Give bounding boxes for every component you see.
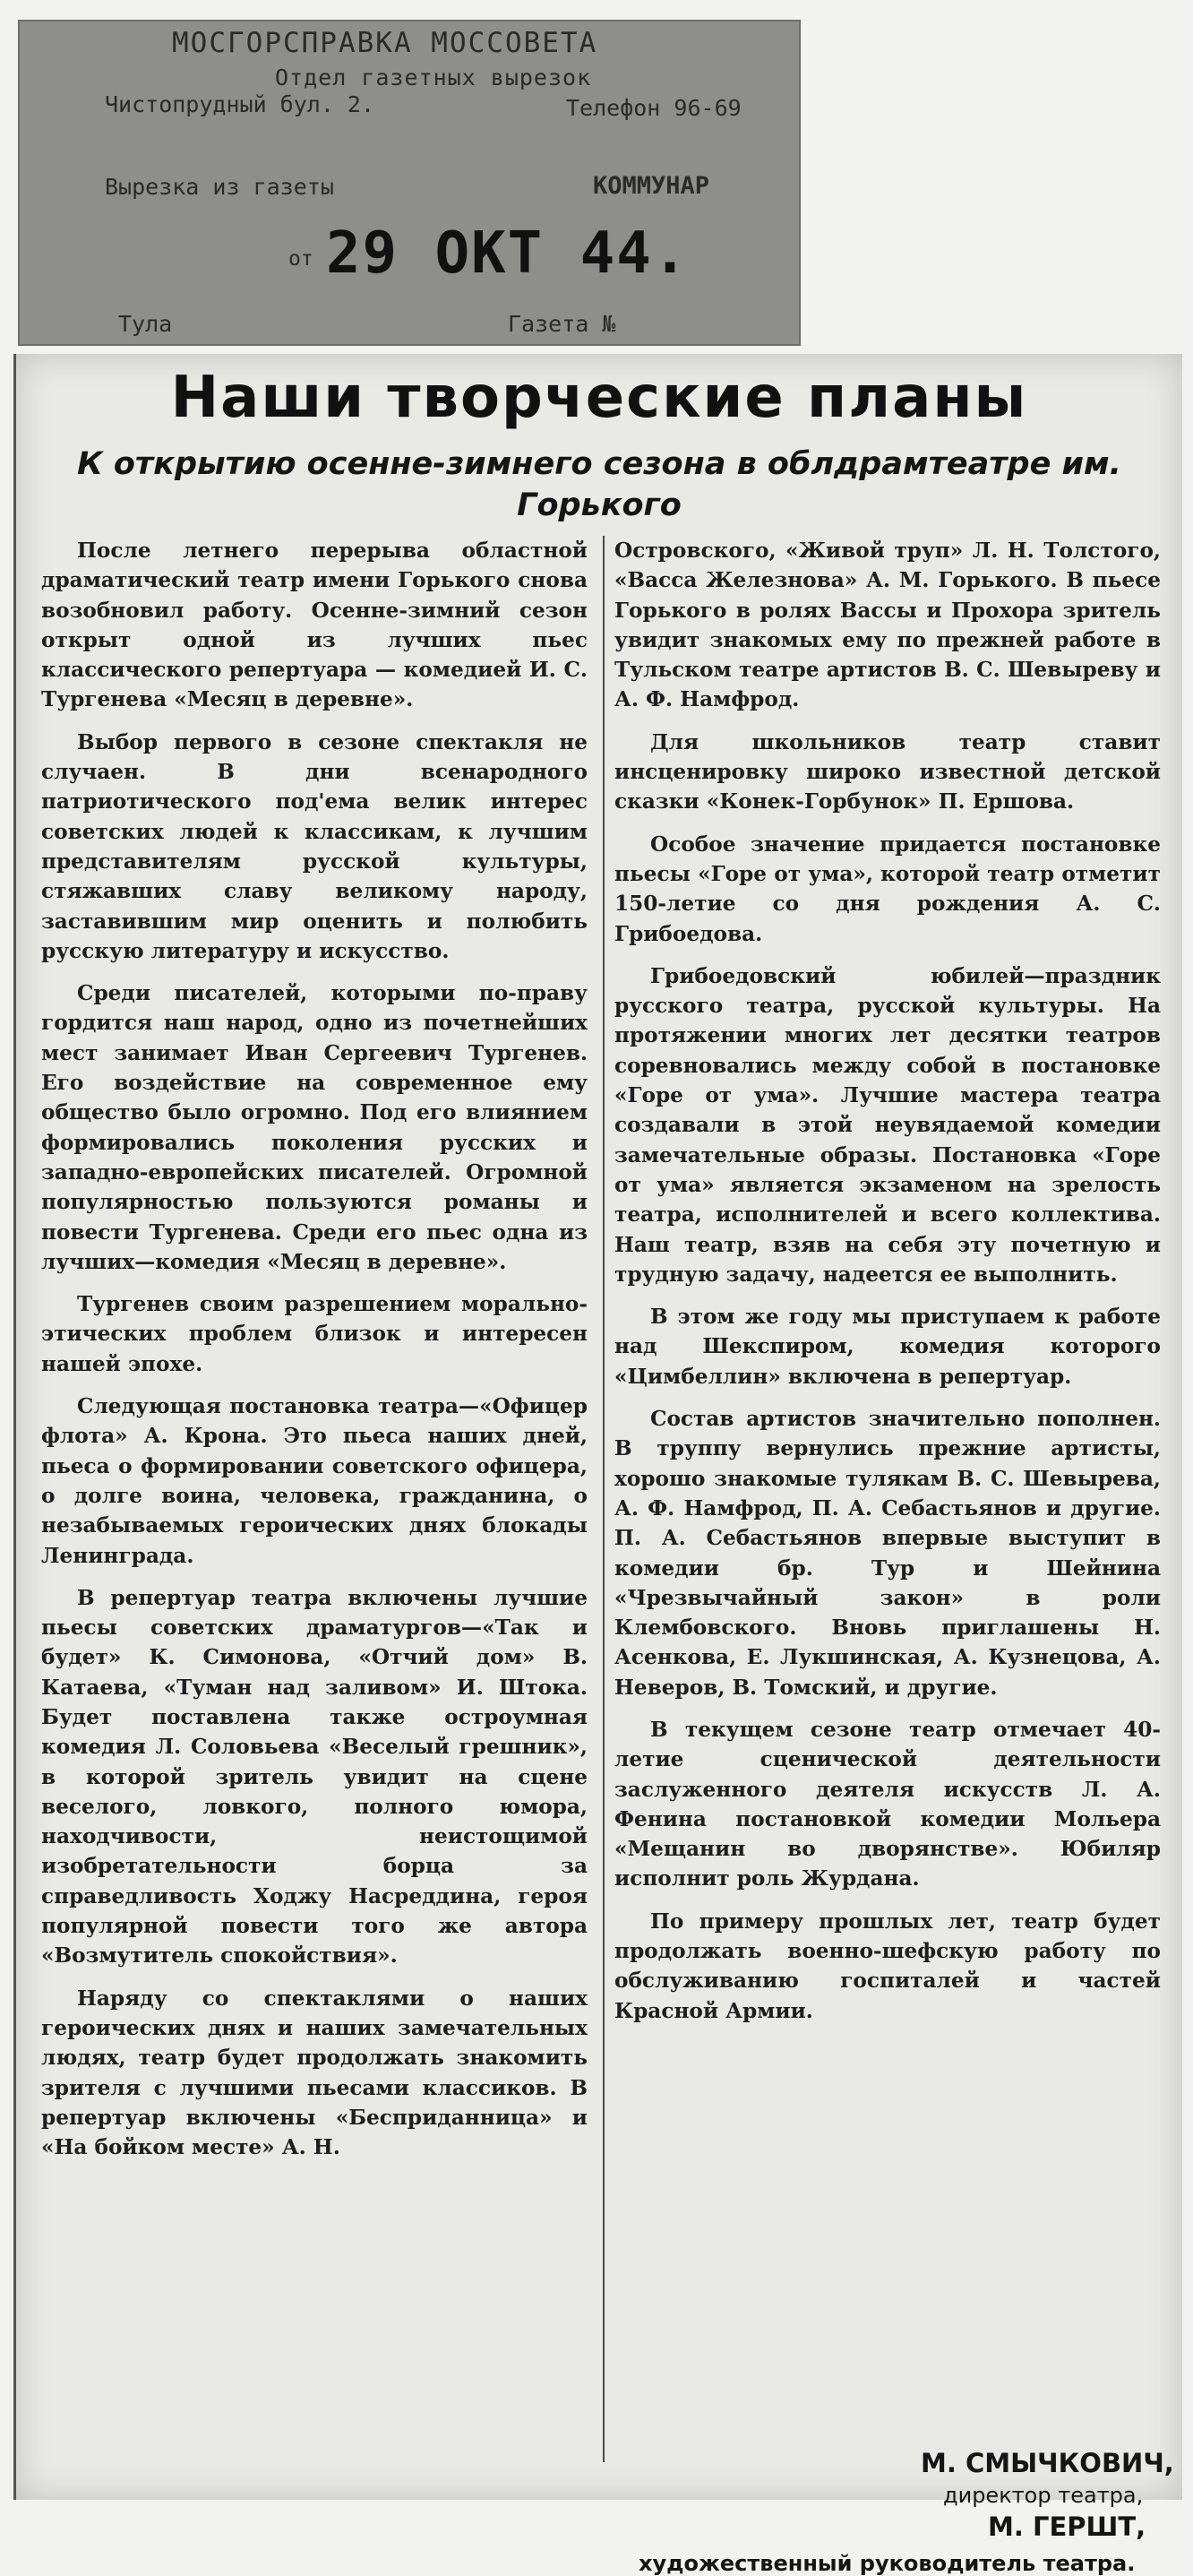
paragraph: По примеру прошлых лет, театр будет продолжать военно-шефскую работу по обслуживанию госпиталей и частей Красной Армии.	[614, 1908, 1161, 2023]
signature-art-director-name: М. ГЕРШТ,	[988, 2511, 1146, 2542]
paragraph: Грибоедовский юбилей—праздник русского театра, русской культуры. На протяжении многих лет десятки театров соревновались между собой в постановке «Горе от ума». Лучшие мастера театра создавали в этой неувядаемой комедии замечательные образы. Постановка «Горе от ума» является экзаменом на зрелость театра, исполнителей и всего коллектива. Наш театр, взяв на себя эту почетную и трудную задачу, надеется ее выполнить.	[614, 963, 1161, 1287]
signature-director-name: М. СМЫЧКОВИЧ,	[921, 2448, 1174, 2478]
paragraph: Особое значение придается постановке пьесы «Горе от ума», которой театр отметит 150-летие со дня рождения А. С. Грибоедова.	[614, 831, 1161, 946]
article-subheadline: К открытию осенне-зимнего сезона в облдрамтеатре им. Горького	[77, 446, 1121, 523]
paragraph: Для школьников театр ставит инсценировку широко известной детской сказки «Конек-Горбунок» П. Ершова.	[614, 729, 1161, 814]
archive-stamp	[18, 20, 801, 346]
stamp-date: 29 ОКТ 44.	[326, 220, 690, 287]
stamp-organization: МОСГОРСПРАВКА МОССОВЕТА	[172, 27, 598, 59]
stamp-address: Чистопрудный бул. 2.	[105, 91, 375, 117]
stamp-clipping-from: Вырезка из газеты	[105, 174, 334, 200]
article-headline: Наши творческие планы	[170, 365, 1028, 431]
paragraph: Следующая постановка театра—«Офицер флота» А. Крона. Это пьеса наших дней, пьеса о формировании советского офицера, о долге воина, человека, гражданина, о незабываемых героических днях блокады Ленинграда.	[41, 1394, 588, 1568]
stamp-newspaper: КОММУНАР	[593, 172, 710, 200]
stamp-department: Отдел газетных вырезок	[275, 65, 592, 90]
paragraph: Состав артистов значительно пополнен. В труппу вернулись прежние артисты, хорошо знакомые тулякам В. С. Шевырева, А. Ф. Намфрод, П. А. Себастьянов и другие. П. А. Себастьянов впервые выступит в комедии бр. Тур и Шейнина «Чрезвычайный закон» в роли Клембовского. Вновь приглашены Н. Асенкова, Е. Лукшинская, А. Кузнецова, А. Неверов, В. Томский, и другие.	[614, 1407, 1161, 1700]
paragraph: Наряду со спектаклями о наших героических днях и наших замечательных людях, театр будет продолжать знакомить зрителя с лучшими пьесами классиков. В репертуар включены «Бесприданница» и «На бойком месте» А. Н.	[41, 1986, 588, 2160]
article-left-column	[41, 536, 588, 2175]
column-divider	[603, 536, 605, 2462]
paragraph: После летнего перерыва областной драматический театр имени Горького снова возобновил работу. Осенне-зимний сезон открыт одной из лучших пьес классического репертуара — комедией И. С. Тургенева «Месяц в деревне».	[41, 538, 588, 712]
signature-director-role: директор театра,	[943, 2483, 1144, 2508]
paragraph: В текущем сезоне театр отмечает 40-летие сценической деятельности заслуженного деятеля искусств Л. А. Фенина постановкой комедии Мольера «Мещанин во дворянстве». Юбиляр исполнит роль Журдана.	[614, 1717, 1161, 1891]
signature-art-director-role: художественный руководитель театра.	[639, 2551, 1136, 2576]
paragraph: Среди писателей, которыми по-праву гордится наш народ, одно из почетнейших мест занимает Иван Сергеевич Тургенев. Его воздействие на современное ему общество было огромно. Под его влиянием формировались поколения русских и западно-европейских писателей. Огромной популярностью пользуются романы и повести Тургенева. Среди его пьес одна из лучших—комедия «Месяц в деревне».	[41, 981, 588, 1274]
paragraph: В репертуар театра включены лучшие пьесы советских драматургов—«Так и будет» К. Симонова, «Отчий дом» В. Катаева, «Туман над заливом» И. Штока. Будет поставлена также остроумная комедия Л. Соловьева «Веселый грешник», в которой зритель увидит на сцене веселого, ловкого, полного юмора, находчивости, неистощимой изобретательности борца за справедливость Ходжу Насреддина, героя популярной повести того же автора «Возмутитель спокойствия».	[41, 1585, 588, 1969]
paragraph: Тургенев своим разрешением морально-этических проблем близок и интересен нашей эпохе.	[41, 1292, 588, 1376]
stamp-city: Тула	[118, 311, 173, 337]
stamp-phone: Телефон 96-69	[566, 95, 742, 121]
stamp-gazette-number: Газета №	[508, 311, 616, 337]
paragraph: Выбор первого в сезоне спектакля не случаен. В дни всенародного патриотического под'ема велик интерес советских людей к классикам, к лучшим представителям русской культуры, стяжавших славу великому народу, заставившим мир оценить и полюбить русскую литературу и искусство.	[41, 729, 588, 963]
newspaper-clipping	[13, 354, 1182, 2576]
stamp-date-prefix: от	[288, 247, 313, 271]
article-right-column	[614, 536, 1161, 2038]
paragraph: Островского, «Живой труп» Л. Н. Толстого, «Васса Железнова» А. М. Горького. В пьесе Горького в ролях Вассы и Прохора зритель увидит знакомых ему по прежней работе в Тульском театре артистов В. С. Шевыреву и А. Ф. Намфрод.	[614, 538, 1161, 712]
paragraph: В этом же году мы приступаем к работе над Шекспиром, комедия которого «Цимбеллин» включена в репертуар.	[614, 1305, 1161, 1389]
